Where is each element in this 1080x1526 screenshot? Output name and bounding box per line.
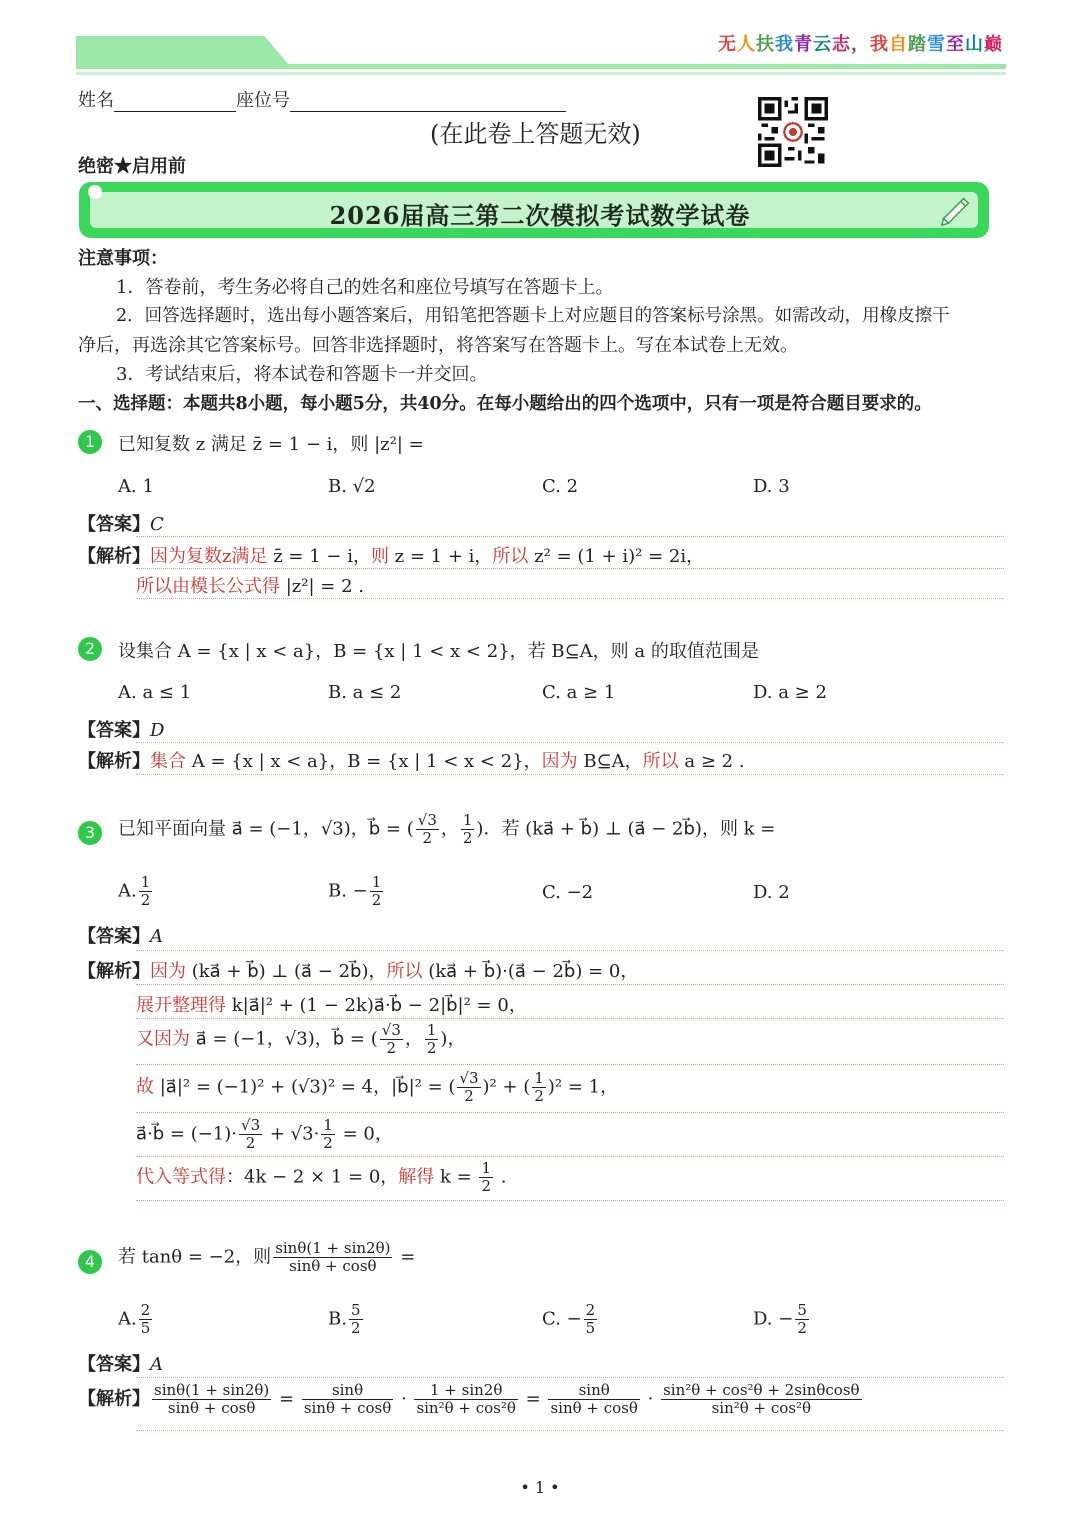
divider — [136, 1377, 1004, 1378]
fraction — [548, 1382, 639, 1417]
q3-analysis-line2 — [136, 991, 527, 1017]
red-text: 故 — [136, 1076, 154, 1098]
red-text: 所以由模长公式得 — [136, 576, 280, 597]
numerator: 1 — [534, 1069, 544, 1087]
q3-analysis-line4 — [136, 1070, 618, 1105]
numerator: √3 — [241, 1116, 261, 1134]
denominator: 2 — [426, 1039, 437, 1057]
denominator: 2 — [422, 829, 433, 847]
denominator: sinθ + cosθ — [167, 1399, 256, 1417]
denominator: 5 — [585, 1319, 596, 1337]
option-label: B. − — [328, 880, 368, 902]
red-text: 所以 — [492, 546, 529, 567]
q3-answer-label — [78, 922, 163, 948]
q1-option-a: A. 1 — [118, 476, 154, 497]
math-text: 若 tanθ = −2，则 — [118, 1246, 272, 1268]
numerator: 1 + sin2θ — [414, 1382, 517, 1400]
exam-title: 2026届高三第二次模拟考试数学试卷 — [329, 201, 751, 230]
denominator: 2 — [350, 1319, 361, 1337]
notice-item-2b: 净后，再选涂其它答案标号。回答非选择题时，将答案写在答题卡上。写在本试卷上无效。 — [78, 335, 798, 356]
denominator: 2 — [386, 1039, 397, 1057]
denominator: 2 — [323, 1134, 333, 1152]
slogan-char: 青 — [794, 34, 813, 55]
q2-option-c: C. a ≥ 1 — [542, 682, 616, 703]
divider — [136, 1112, 1004, 1113]
denominator: sin²θ + cos²θ — [416, 1399, 516, 1417]
slogan-char: 无 — [718, 34, 737, 55]
math-text: a⃗ = (−1，√3)，b⃗ = ( — [190, 1028, 378, 1050]
header-rule-light — [76, 72, 1006, 75]
answer-label: 【答案】 — [78, 1354, 150, 1375]
fraction — [273, 1240, 392, 1275]
slogan-char: 人 — [737, 34, 756, 55]
answer-label: 【答案】 — [78, 514, 150, 535]
q3-analysis-line6 — [136, 1160, 506, 1195]
red-text: 所以 — [386, 961, 423, 982]
math-text: a⃗·b⃗ = (−1)· — [136, 1123, 238, 1145]
notice-heading: 注意事项： — [78, 248, 168, 269]
option-label: A. — [118, 880, 137, 902]
q1-option-b: B. √2 — [328, 476, 376, 497]
math-text: ， — [404, 1028, 423, 1050]
denominator: 2 — [481, 1177, 491, 1195]
fraction — [152, 1382, 271, 1417]
math-text: A = {x | x < a}，B = {x | 1 < x < 2}， — [186, 751, 542, 772]
math-text: )．若 (ka⃗ + b⃗) ⊥ (a⃗ − 2b⃗)，则 k = — [476, 818, 776, 840]
q3-option-b — [328, 874, 385, 909]
fraction — [380, 1022, 403, 1057]
numerator: sinθ — [302, 1382, 393, 1400]
denominator: 2 — [797, 1319, 807, 1337]
numerator: 1 — [140, 873, 151, 891]
fraction — [457, 1070, 480, 1105]
math-text: · — [641, 1388, 660, 1410]
numerator: √3 — [381, 1021, 401, 1039]
numerator: 1 — [371, 873, 382, 891]
notice-item-3: 3．考试结束后，将本试卷和答题卡一并交回。 — [116, 364, 488, 385]
numerator: 1 — [323, 1116, 333, 1134]
name-label: 姓名 — [78, 90, 114, 111]
denominator: 2 — [464, 1087, 474, 1105]
slogan-char: 志 — [832, 34, 851, 55]
numerator: 5 — [350, 1301, 361, 1319]
denominator: 2 — [371, 891, 382, 909]
divider — [136, 536, 1004, 537]
divider — [136, 1018, 1004, 1019]
answer-label: 【答案】 — [78, 926, 150, 947]
math-text: (ka⃗ + b⃗) ⊥ (a⃗ − 2b⃗)， — [186, 961, 387, 982]
slogan-char: 自 — [889, 34, 908, 55]
math-text: (ka⃗ + b⃗)·(a⃗ − 2b⃗) = 0， — [422, 961, 639, 982]
analysis-label: 【解析】 — [78, 751, 150, 772]
q3-option-d: D. 2 — [753, 882, 790, 903]
fraction — [795, 1302, 809, 1337]
denominator: sinθ + cosθ — [289, 1257, 377, 1275]
seat-label: 座位号 — [236, 90, 290, 111]
numerator: 2 — [140, 1301, 151, 1319]
numerator: sinθ — [548, 1382, 639, 1400]
question-number-badge: 4 — [78, 1250, 102, 1274]
fraction — [302, 1382, 393, 1417]
header-slogan — [718, 30, 1003, 56]
numerator: sinθ(1 + sin2θ) — [275, 1239, 391, 1257]
divider — [136, 1430, 1004, 1431]
numerator: 2 — [585, 1301, 596, 1319]
option-label: D. − — [753, 1308, 794, 1330]
q2-stem: 设集合 A = {x | x < a}，B = {x | 1 < x < 2}，若 B⊆A，则 a 的取值范围是 — [118, 641, 759, 662]
numerator: 1 — [462, 811, 473, 829]
name-blank — [114, 93, 236, 112]
math-text: . — [495, 1166, 507, 1188]
math-text: k|a⃗|² + (1 − 2k)a⃗·b⃗ − 2|b⃗|² = 0， — [226, 995, 527, 1016]
q2-option-d: D. a ≥ 2 — [753, 682, 827, 703]
slogan-char: 扶 — [756, 34, 775, 55]
section-heading: 一、选择题：本题共8小题，每小题5分，共40分。在每小题给出的四个选项中，只有一项是符合题目要求的。 — [78, 394, 932, 414]
q1-option-c: C. 2 — [542, 476, 579, 497]
denominator: 5 — [140, 1319, 151, 1337]
red-text: 所以 — [642, 751, 679, 772]
pencil-icon — [936, 190, 974, 228]
q4-option-a — [118, 1302, 154, 1337]
fraction — [139, 874, 153, 909]
red-text: 又因为 — [136, 1028, 190, 1050]
q1-analysis-line1 — [78, 542, 704, 568]
red-text: 因为 — [541, 751, 578, 772]
q3-stem — [118, 812, 775, 847]
question-number-badge: 1 — [78, 430, 102, 454]
question-number-badge: 3 — [78, 821, 102, 845]
slogan-char: 巅 — [984, 34, 1003, 55]
fraction — [414, 1382, 517, 1417]
divider — [136, 1064, 1004, 1065]
math-text: 已知平面向量 a⃗ = (−1，√3)，b⃗ = ( — [118, 818, 414, 840]
math-text: a ≥ 2 . — [678, 751, 745, 772]
math-text: z̄ = 1 − i， — [267, 546, 371, 567]
slogan-char: 云 — [813, 34, 832, 55]
fraction — [661, 1382, 861, 1417]
math-text: · — [395, 1388, 413, 1410]
fraction — [584, 1302, 598, 1337]
fraction — [532, 1070, 546, 1105]
q1-stem: 已知复数 z 满足 z̄ = 1 − i，则 |z²| = — [118, 434, 424, 455]
denominator: 2 — [462, 829, 473, 847]
red-text: 因为复数z满足 — [150, 546, 268, 567]
q2-option-a: A. a ≤ 1 — [118, 682, 192, 703]
math-text: k = — [434, 1166, 478, 1188]
denominator: 2 — [140, 891, 151, 909]
fraction — [349, 1302, 363, 1337]
q2-option-b: B. a ≤ 2 — [328, 682, 402, 703]
q4-option-c — [542, 1302, 599, 1337]
red-text: 集合 — [150, 751, 186, 772]
q1-answer: C — [150, 514, 164, 535]
analysis-label: 【解析】 — [78, 961, 150, 982]
numerator: sinθ(1 + sin2θ) — [154, 1381, 270, 1399]
q3-analysis-line5 — [136, 1117, 393, 1152]
fraction — [479, 1160, 493, 1195]
math-text: z² = (1 + i)² = 2i， — [528, 546, 705, 567]
numerator: 1 — [481, 1159, 491, 1177]
math-text: = — [519, 1388, 547, 1410]
q3-option-c: C. −2 — [542, 882, 594, 903]
q2-answer-label — [78, 716, 164, 742]
math-text: |z²| = 2 . — [280, 576, 364, 597]
q3-option-a — [118, 874, 154, 909]
page-number: • 1 • — [520, 1478, 560, 1497]
option-label: B. — [328, 1308, 347, 1330]
answer-label: 【答案】 — [78, 720, 150, 741]
fraction — [321, 1117, 335, 1152]
q3-answer: A — [150, 926, 163, 947]
option-label: C. − — [542, 1308, 582, 1330]
divider — [136, 950, 1004, 951]
divider — [136, 774, 1004, 775]
fraction — [139, 1302, 153, 1337]
q3-analysis-line1 — [78, 957, 638, 983]
numerator: sin²θ + cos²θ + 2sinθcosθ — [663, 1381, 860, 1399]
slogan-char: ， — [851, 34, 870, 55]
slogan-char: 至 — [946, 34, 965, 55]
q1-answer-label — [78, 510, 164, 536]
math-text: )² = 1， — [547, 1076, 619, 1098]
q4-stem — [118, 1240, 415, 1275]
red-text: 因为 — [150, 961, 186, 982]
red-text: 解得 — [398, 1166, 435, 1188]
q1-option-d: D. 3 — [753, 476, 790, 497]
option-label: A. — [118, 1308, 137, 1330]
math-text: = — [394, 1246, 416, 1268]
q1-analysis-line2 — [136, 572, 364, 598]
divider — [136, 984, 1004, 985]
math-text: + √3· — [264, 1123, 320, 1145]
q3-analysis-line3 — [136, 1022, 465, 1057]
header-band — [76, 36, 290, 66]
analysis-label: 【解析】 — [78, 546, 150, 567]
math-text: )² + ( — [482, 1076, 531, 1098]
slogan-char: 我 — [870, 34, 889, 55]
divider — [136, 598, 1004, 599]
math-text: ， — [440, 818, 459, 840]
slogan-char: 踏 — [908, 34, 927, 55]
seat-blank — [290, 93, 566, 112]
math-text: B⊆A， — [577, 751, 643, 772]
divider — [136, 742, 1004, 743]
denominator: 2 — [245, 1134, 256, 1152]
fraction — [239, 1117, 262, 1152]
math-text: z = 1 + i， — [388, 546, 493, 567]
q4-option-d — [753, 1302, 811, 1337]
slogan-char: 我 — [775, 34, 794, 55]
denominator: 2 — [534, 1087, 544, 1105]
q4-option-b — [328, 1302, 365, 1337]
fraction — [425, 1022, 439, 1057]
q4-answer: A — [150, 1354, 163, 1375]
numerator: √3 — [417, 811, 437, 829]
math-text: |a⃗|² = (−1)² + (√3)² = 4，|b⃗|² = ( — [154, 1076, 456, 1098]
numerator: 1 — [426, 1021, 437, 1039]
secret-label: 绝密★启用前 — [78, 156, 186, 177]
red-text: 则 — [370, 546, 389, 567]
math-text: = 0， — [336, 1123, 393, 1145]
q2-answer: D — [150, 720, 165, 741]
denominator: sinθ + cosθ — [303, 1399, 392, 1417]
invalid-note: (在此卷上答题无效) — [430, 120, 641, 148]
numerator: √3 — [459, 1069, 479, 1087]
qr-code-icon — [758, 97, 828, 167]
math-text: )， — [440, 1028, 466, 1050]
slogan-char: 山 — [965, 34, 984, 55]
red-text: 展开整理得 — [136, 995, 226, 1016]
divider — [136, 1156, 1004, 1157]
analysis-label: 【解析】 — [78, 1388, 150, 1410]
math-text: ：4k − 2 × 1 = 0， — [226, 1166, 399, 1188]
notice-item-2a: 2．回答选择题时，选出每小题答案后，用铅笔把答题卡上对应题目的答案标号涂黑。如需改动，用橡皮擦干 — [116, 306, 950, 326]
fraction — [416, 812, 439, 847]
math-text: = — [273, 1388, 300, 1410]
fraction — [461, 812, 475, 847]
question-number-badge: 2 — [78, 637, 102, 661]
slogan-char: 雪 — [927, 34, 946, 55]
numerator: 5 — [797, 1301, 807, 1319]
divider — [136, 568, 1004, 569]
divider — [136, 1200, 1004, 1201]
q2-analysis — [78, 747, 745, 773]
fraction — [370, 874, 384, 909]
q4-analysis — [78, 1382, 864, 1417]
notice-item-1: 1．答卷前，考生务必将自己的姓名和座位号填写在答题卡上。 — [116, 277, 614, 298]
header-rule — [76, 64, 1006, 69]
denominator: sinθ + cosθ — [550, 1399, 638, 1417]
name-seat-row — [78, 86, 566, 112]
denominator: sin²θ + cos²θ — [711, 1399, 812, 1417]
red-text: 代入等式得 — [136, 1166, 226, 1188]
q4-answer-label — [78, 1350, 163, 1376]
